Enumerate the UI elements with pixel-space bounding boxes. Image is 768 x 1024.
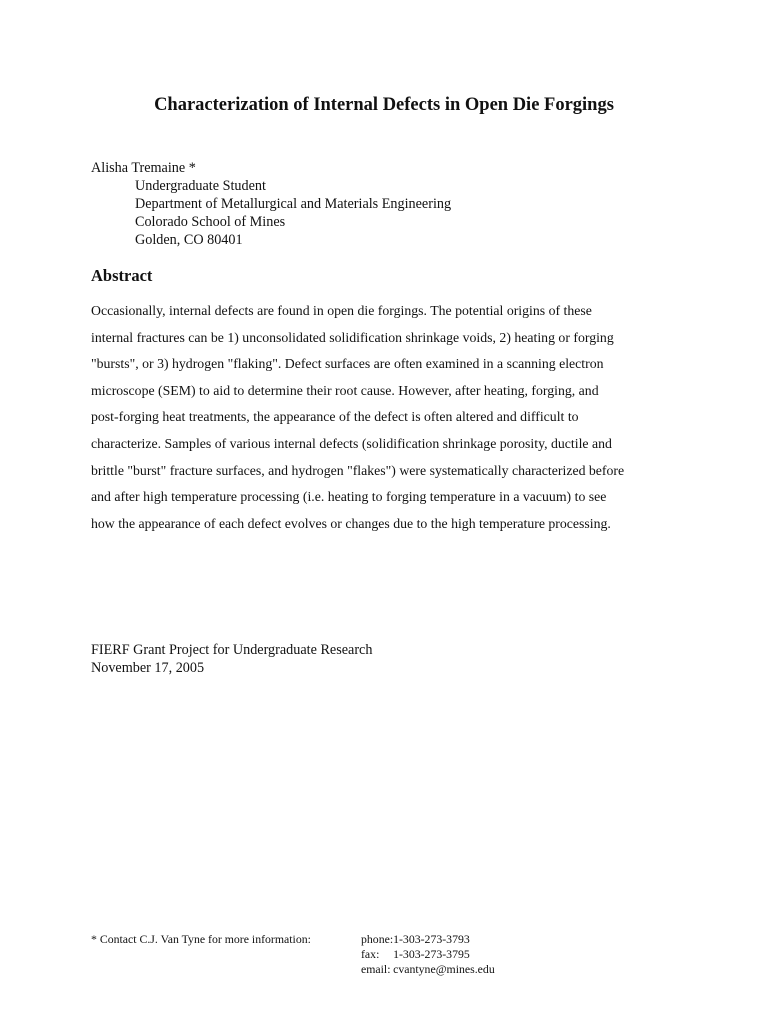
contact-details	[361, 932, 495, 977]
grant-info	[91, 641, 372, 677]
abstract-line: brittle "burst" fracture surfaces, and hydrogen "flakes") were systematically characterized before	[91, 462, 625, 478]
abstract-line: post-forging heat treatments, the appearance of the defect is often altered and difficult to	[91, 409, 579, 425]
contact-row-fax	[361, 947, 495, 962]
fax-value: 1-303-273-3795	[393, 947, 470, 961]
paper-title: Characterization of Internal Defects in Open Die Forgings	[154, 95, 614, 115]
abstract-line: microscope (SEM) to aid to determine their root cause. However, after heating, forging, and	[91, 382, 599, 398]
grant-date: November 17, 2005	[91, 660, 205, 676]
email-label: email:	[361, 962, 391, 976]
author-block	[91, 159, 451, 249]
abstract-line: characterize. Samples of various internal defects (solidification shrinkage porosity, ductile and	[91, 435, 612, 451]
contact-note: * Contact C.J. Van Tyne for more information:	[91, 932, 311, 946]
author-name: Alisha Tremaine *	[91, 160, 196, 176]
author-location: Golden, CO 80401	[135, 232, 243, 248]
fax-label: fax:	[361, 947, 380, 961]
grant-project: FIERF Grant Project for Undergraduate Research	[91, 642, 373, 658]
abstract-line: and after high temperature processing (i.e. heating to forging temperature in a vacuum) to see	[91, 489, 607, 505]
abstract-body	[91, 298, 691, 537]
abstract-line: internal fractures can be 1) unconsolidated solidification shrinkage voids, 2) heating or forging	[91, 329, 614, 345]
abstract-line: how the appearance of each defect evolves or changes due to the high temperature processing.	[91, 515, 611, 531]
author-role: Undergraduate Student	[135, 178, 266, 194]
phone-label: phone:	[361, 932, 394, 946]
author-department: Department of Metallurgical and Materials Engineering	[135, 196, 452, 212]
abstract-line: Occasionally, internal defects are found in open die forgings. The potential origins of these	[91, 303, 592, 318]
contact-row-phone	[361, 932, 495, 947]
email-value: cvantyne@mines.edu	[393, 962, 495, 976]
abstract-heading: Abstract	[91, 266, 153, 285]
contact-row-email	[361, 962, 495, 977]
abstract-line: "bursts", or 3) hydrogen "flaking". Defect surfaces are often examined in a scanning electron	[91, 356, 604, 372]
phone-value: 1-303-273-3793	[393, 932, 470, 946]
author-institution: Colorado School of Mines	[135, 214, 286, 230]
